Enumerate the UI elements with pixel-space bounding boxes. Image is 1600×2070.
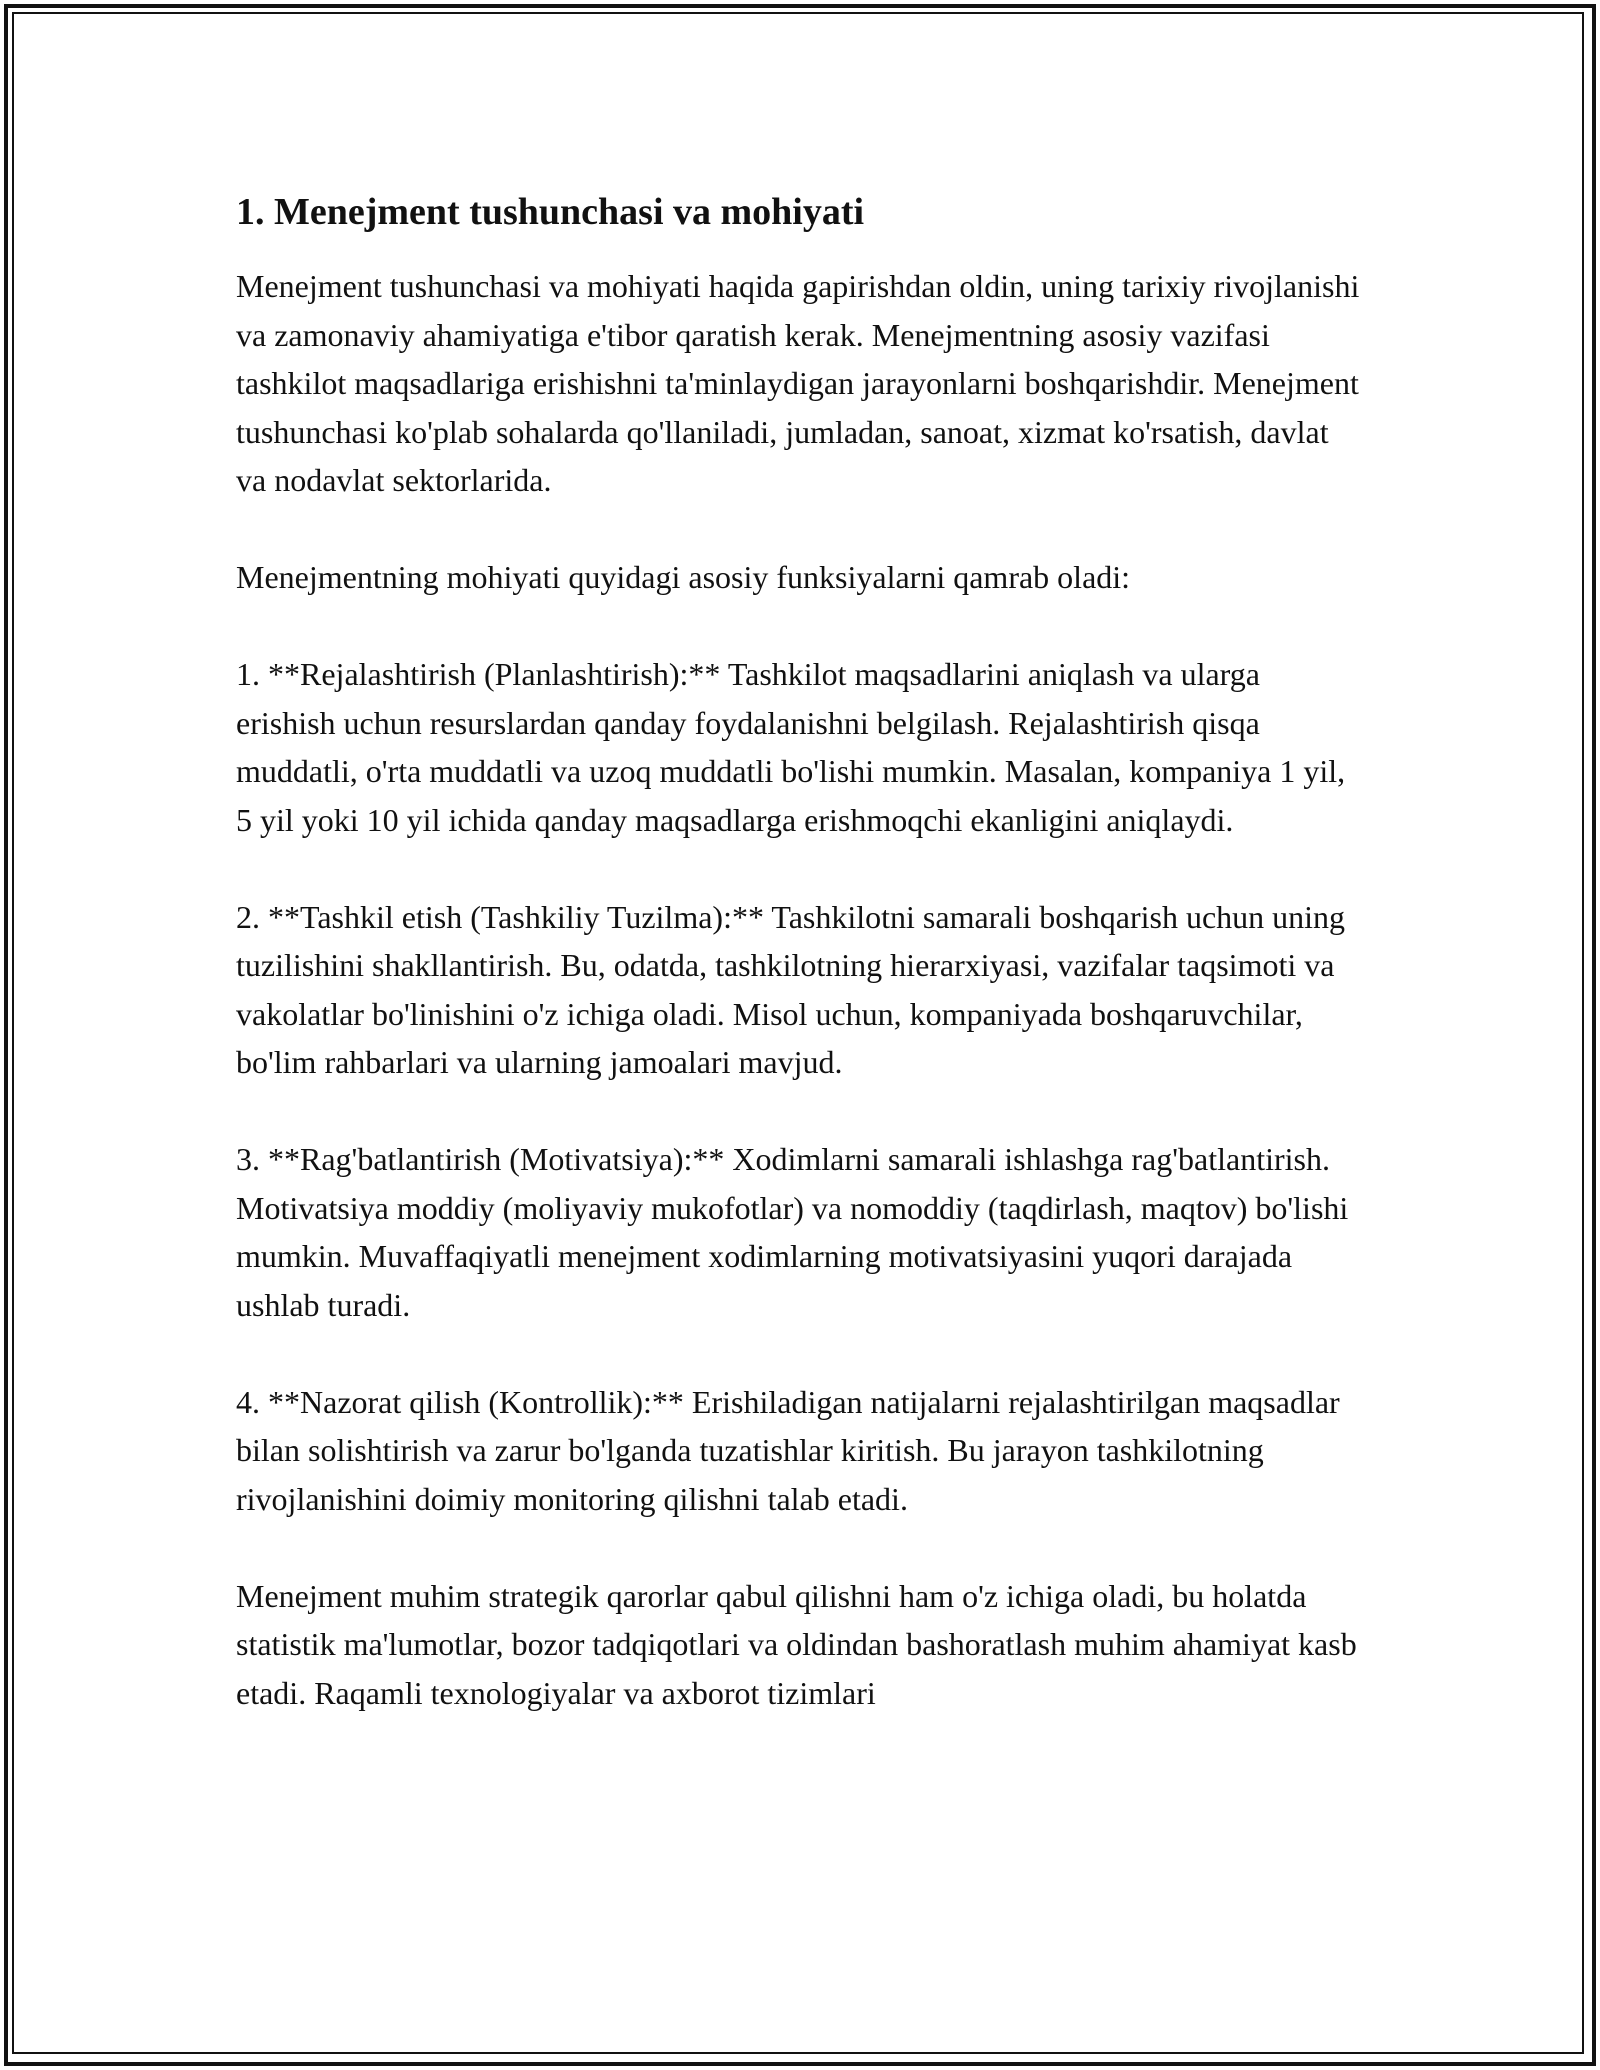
section-heading: 1. Menejment tushunchasi va mohiyati (236, 191, 865, 233)
function-planning-paragraph: 1. **Rejalashtirish (Planlashtirish):** Tashkilot maqsadlarini aniqlash va ularga erishish uchun resurslardan qanday foydalanishni belgilash. Rejalashtirish qisqa muddatli, o'rta muddatli va uzoq muddatli bo'lishi mumkin. Masalan, kompaniya 1 yil, 5 yil yoki 10 yil ichida qanday maqsadlarga erishmoqchi ekanligini aniqlaydi. (236, 656, 1346, 838)
function-motivation-paragraph: 3. **Rag'batlantirish (Motivatsiya):** Xodimlarni samarali ishlashga rag'batlantirish. Motivatsiya moddiy (moliyaviy mukofotlar) va nomoddiy (taqdirlash, maqtov) bo'lishi mumkin. Muvaffaqiyatli menejment xodimlarning motivatsiyasini yuqori darajada ushlab turadi. (236, 1141, 1349, 1323)
strategic-decisions-paragraph: Menejment muhim strategik qarorlar qabul qilishni ham o'z ichiga oladi, bu holatda statistik ma'lumotlar, bozor tadqiqotlari va oldindan bashoratlash muhim ahamiyat kasb etadi. Raqamli texnologiyalar va axborot tizimlari (236, 1577, 1357, 1711)
intro-paragraph: Menejment tushunchasi va mohiyati haqida gapirishdan oldin, uning tarixiy rivojlanishi va zamonaviy ahamiyatiga e'tibor qaratish kerak. Menejmentning asosiy vazifasi tashkilot maqsadlariga erishishni ta'minlaydigan jarayonlarni boshqarishdir. Menejment tushunchasi ko'plab sohalarda qo'llaniladi, jumladan, sanoat, xizmat ko'rsatish, davlat va nodavlat sektorlarida. (236, 268, 1360, 498)
function-control-paragraph: 4. **Nazorat qilish (Kontrollik):** Erishiladigan natijalarni rejalashtirilgan maqsadlar bilan solishtirish va zarur bo'lganda tuzatishlar kiritish. Bu jarayon tashkilotning rivojlanishini doimiy monitoring qilishni talab etadi. (236, 1383, 1340, 1517)
document-body (236, 188, 1366, 1766)
function-organizing-paragraph: 2. **Tashkil etish (Tashkiliy Tuzilma):** Tashkilotni samarali boshqarish uchun uning tuzilishini shakllantirish. Bu, odatda, tashkilotning hierarxiyasi, vazifalar taqsimoti va vakolatlar bo'linishini o'z ichiga oladi. Misol uchun, kompaniyada boshqaruvchilar, bo'lim rahbarlari va ularning jamoalari mavjud. (236, 898, 1346, 1080)
functions-lead-paragraph: Menejmentning mohiyati quyidagi asosiy funksiyalarni qamrab oladi: (236, 559, 1131, 595)
